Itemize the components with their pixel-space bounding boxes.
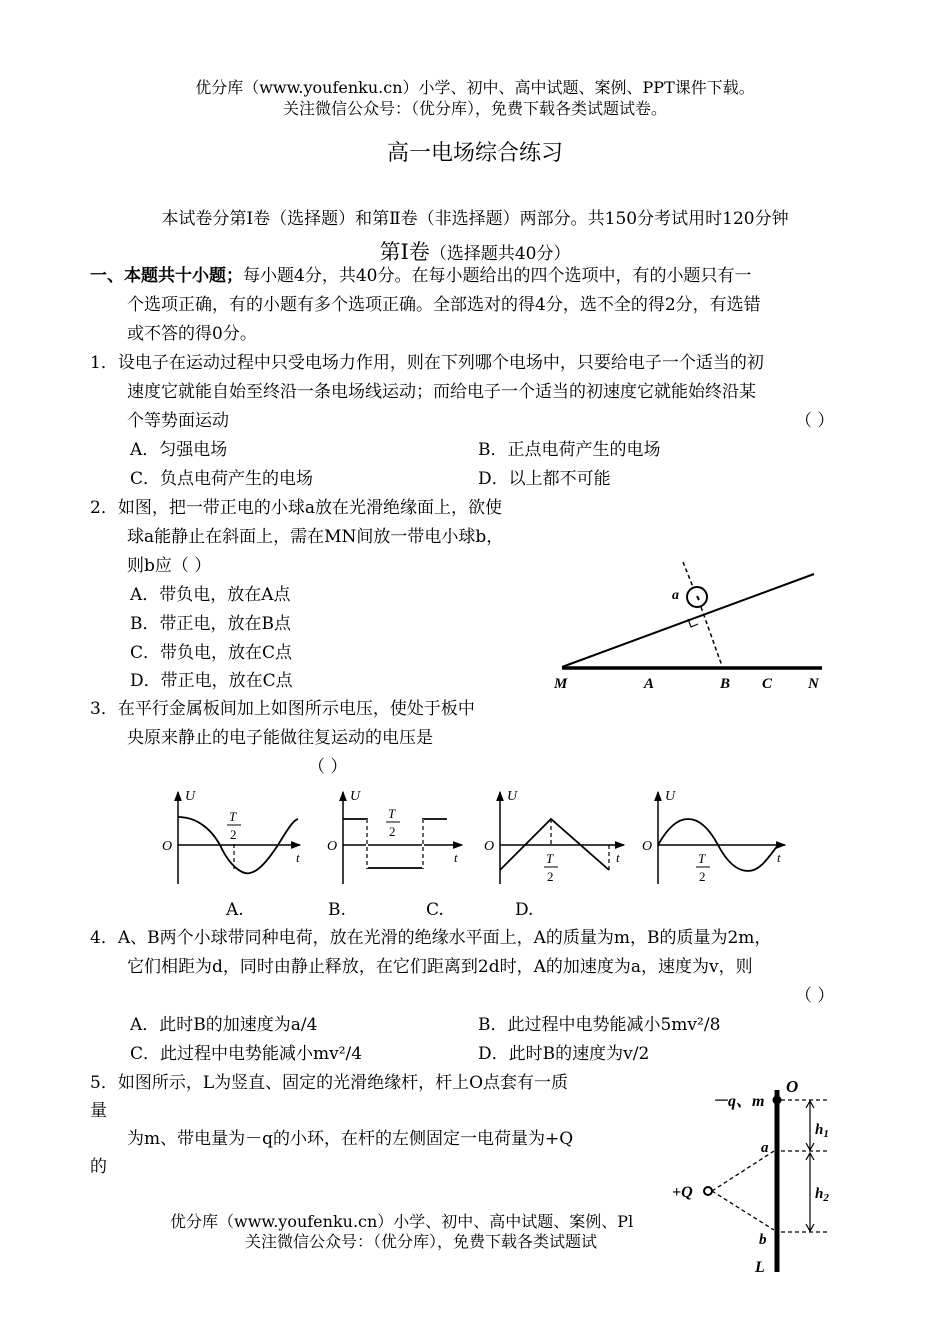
q1-option-c: C．负点电荷产生的电场 <box>130 469 314 489</box>
svg-text:T: T <box>546 851 554 866</box>
footer-line-2: 关注微信公众号：（优分库），免费下载各类试题试 <box>245 1232 598 1251</box>
section-1-heading: 一、本题共十小题； <box>90 266 243 286</box>
svg-text:t: t <box>777 850 781 865</box>
q5-rod-figure <box>670 1072 840 1282</box>
q2-line-2: 球a能静止在斜面上，需在MN间放一带电小球b， <box>127 527 504 547</box>
q1-answer-bracket: （ ） <box>795 411 835 431</box>
q1-option-d: D．以上都不可能 <box>478 469 611 489</box>
part-heading <box>0 236 950 266</box>
q2-incline-figure <box>550 560 840 695</box>
svg-text:T: T <box>388 806 396 821</box>
q1-line-3: 个等势面运动 <box>127 411 229 431</box>
graph-d <box>642 789 785 884</box>
graph-c <box>484 789 624 884</box>
label-plus-q: +Q <box>672 1184 693 1201</box>
svg-text:U: U <box>665 789 676 804</box>
q5-line-1-wrap: 量 <box>90 1101 107 1121</box>
charge-q <box>704 1187 712 1195</box>
label-c: C <box>762 676 773 692</box>
label-b: B <box>720 676 731 692</box>
page-title: 高一电场综合练习 <box>386 141 563 166</box>
q4-option-b: B．此过程中电势能减小5mv²/8 <box>478 1015 721 1035</box>
svg-text:T: T <box>229 809 237 824</box>
q4-option-c: C．此过程中电势能减小mv²/4 <box>130 1044 363 1064</box>
q4-line-2: 它们相距为d，同时由静止释放，在它们距离到2d时，A的加速度为a，速度为v，则 <box>127 957 753 977</box>
label-h1: $h_1$ <box>815 1122 829 1140</box>
q2-option-a: A．带负电，放在A点 <box>130 585 291 605</box>
q2-line-3: 则b应（ ） <box>127 556 212 576</box>
svg-text:2: 2 <box>230 827 237 842</box>
svg-text:O: O <box>162 839 173 854</box>
svg-text:O: O <box>327 839 338 854</box>
label-n: N <box>808 676 819 692</box>
q3-line-2: 央原来静止的电子能做往复运动的电压是 <box>127 728 433 748</box>
svg-text:2: 2 <box>389 824 396 839</box>
q4-option-d: D．此时B的速度为v/2 <box>478 1044 650 1064</box>
label-q-m: －q、m <box>712 1093 765 1110</box>
exam-intro: 本试卷分第Ⅰ卷（选择题）和第Ⅱ卷（非选择题）两部分。共150分考试用时120分钟 <box>161 209 789 229</box>
ring <box>773 1096 782 1105</box>
q4-line-1: 4．A、B两个小球带同种电荷，放在光滑的绝缘水平面上，A的质量为m，B的质量为2m， <box>90 928 772 948</box>
svg-text:t: t <box>454 850 458 865</box>
label-o: O <box>786 1077 799 1096</box>
q5-line-2: 为m、带电量为－q的小环，在杆的左侧固定一电荷量为+Q <box>127 1129 574 1149</box>
section-1-line-3: 或不答的得0分。 <box>127 324 257 344</box>
header-line-2: 关注微信公众号：（优分库），免费下载各类试题试卷。 <box>282 99 667 118</box>
part-subtitle: （选择题共40分） <box>429 244 571 264</box>
q3-option-c: C. <box>426 900 444 920</box>
q1-option-a: A．匀强电场 <box>130 440 228 460</box>
q5-line-2-wrap: 的 <box>90 1157 107 1177</box>
graph-b <box>327 789 462 884</box>
svg-text:2: 2 <box>547 869 554 884</box>
svg-text:U: U <box>507 789 518 804</box>
q2-option-b: B．带正电，放在B点 <box>130 614 291 634</box>
label-a: a <box>672 588 679 603</box>
svg-text:O: O <box>642 839 653 854</box>
header-line-1: 优分库（www.youfenku.cn）小学、初中、高中试题、案例、PPT课件下载。 <box>195 78 755 97</box>
q1-line-2: 速度它就能自始至终沿一条电场线运动；而给电子一个适当的初速度它就能始终沿某 <box>127 382 756 402</box>
label-b-point: b <box>759 1232 767 1248</box>
q1-line-1: 1．设电子在运动过程中只受电场力作用，则在下列哪个电场中，只要给电子一个适当的初 <box>90 353 764 373</box>
label-l: L <box>755 1259 765 1276</box>
normal-dashed-top <box>683 562 693 587</box>
label-m: M <box>554 676 568 692</box>
q1-option-b: B．正点电荷产生的电场 <box>478 440 661 460</box>
svg-text:U: U <box>350 789 361 804</box>
q2-option-c: C．带负电，放在C点 <box>130 643 293 663</box>
svg-text:2: 2 <box>699 869 706 884</box>
line-q-to-b <box>712 1191 774 1230</box>
q2-line-1: 2．如图，把一带正电的小球a放在光滑绝缘面上，欲使 <box>90 498 502 518</box>
section-1-line-1: 一、本题共十小题；每小题4分，共40分。在每小题给出的四个选项中，有的小题只有一 <box>90 266 752 286</box>
footer-line-1: 优分库（www.youfenku.cn）小学、初中、高中试题、案例、Pl <box>170 1212 634 1231</box>
svg-text:O: O <box>484 839 495 854</box>
q3-line-1: 3．在平行金属板间加上如图所示电压，使处于板中 <box>90 699 475 719</box>
q2-option-d: D．带正电，放在C点 <box>130 671 293 691</box>
svg-text:T: T <box>698 851 706 866</box>
q3-option-b: B. <box>328 900 346 920</box>
q4-option-a: A．此时B的加速度为a/4 <box>130 1015 318 1035</box>
svg-text:t: t <box>296 850 300 865</box>
q5-line-1: 5．如图所示，L为竖直、固定的光滑绝缘杆，杆上O点套有一质 <box>90 1073 569 1093</box>
q4-answer-bracket: （ ） <box>795 986 835 1006</box>
svg-text:t: t <box>616 850 620 865</box>
q3-voltage-graphs <box>150 782 800 892</box>
label-h2: $h_2$ <box>815 1186 829 1204</box>
label-a-point: A <box>644 676 655 692</box>
label-a-ring: a <box>761 1140 769 1156</box>
q3-option-d: D. <box>515 900 534 920</box>
line-q-to-a <box>712 1151 774 1191</box>
svg-text:U: U <box>185 789 196 804</box>
q3-option-a: A. <box>226 900 244 920</box>
section-1-line-2: 个选项正确，有的小题有多个选项正确。全部选对的得4分，选不全的得2分，有选错 <box>127 295 761 315</box>
part-title: 第Ⅰ卷 <box>379 240 430 264</box>
normal-dashed-bottom <box>701 607 722 666</box>
graph-a <box>162 789 300 884</box>
q3-answer-bracket: （ ） <box>308 757 348 777</box>
